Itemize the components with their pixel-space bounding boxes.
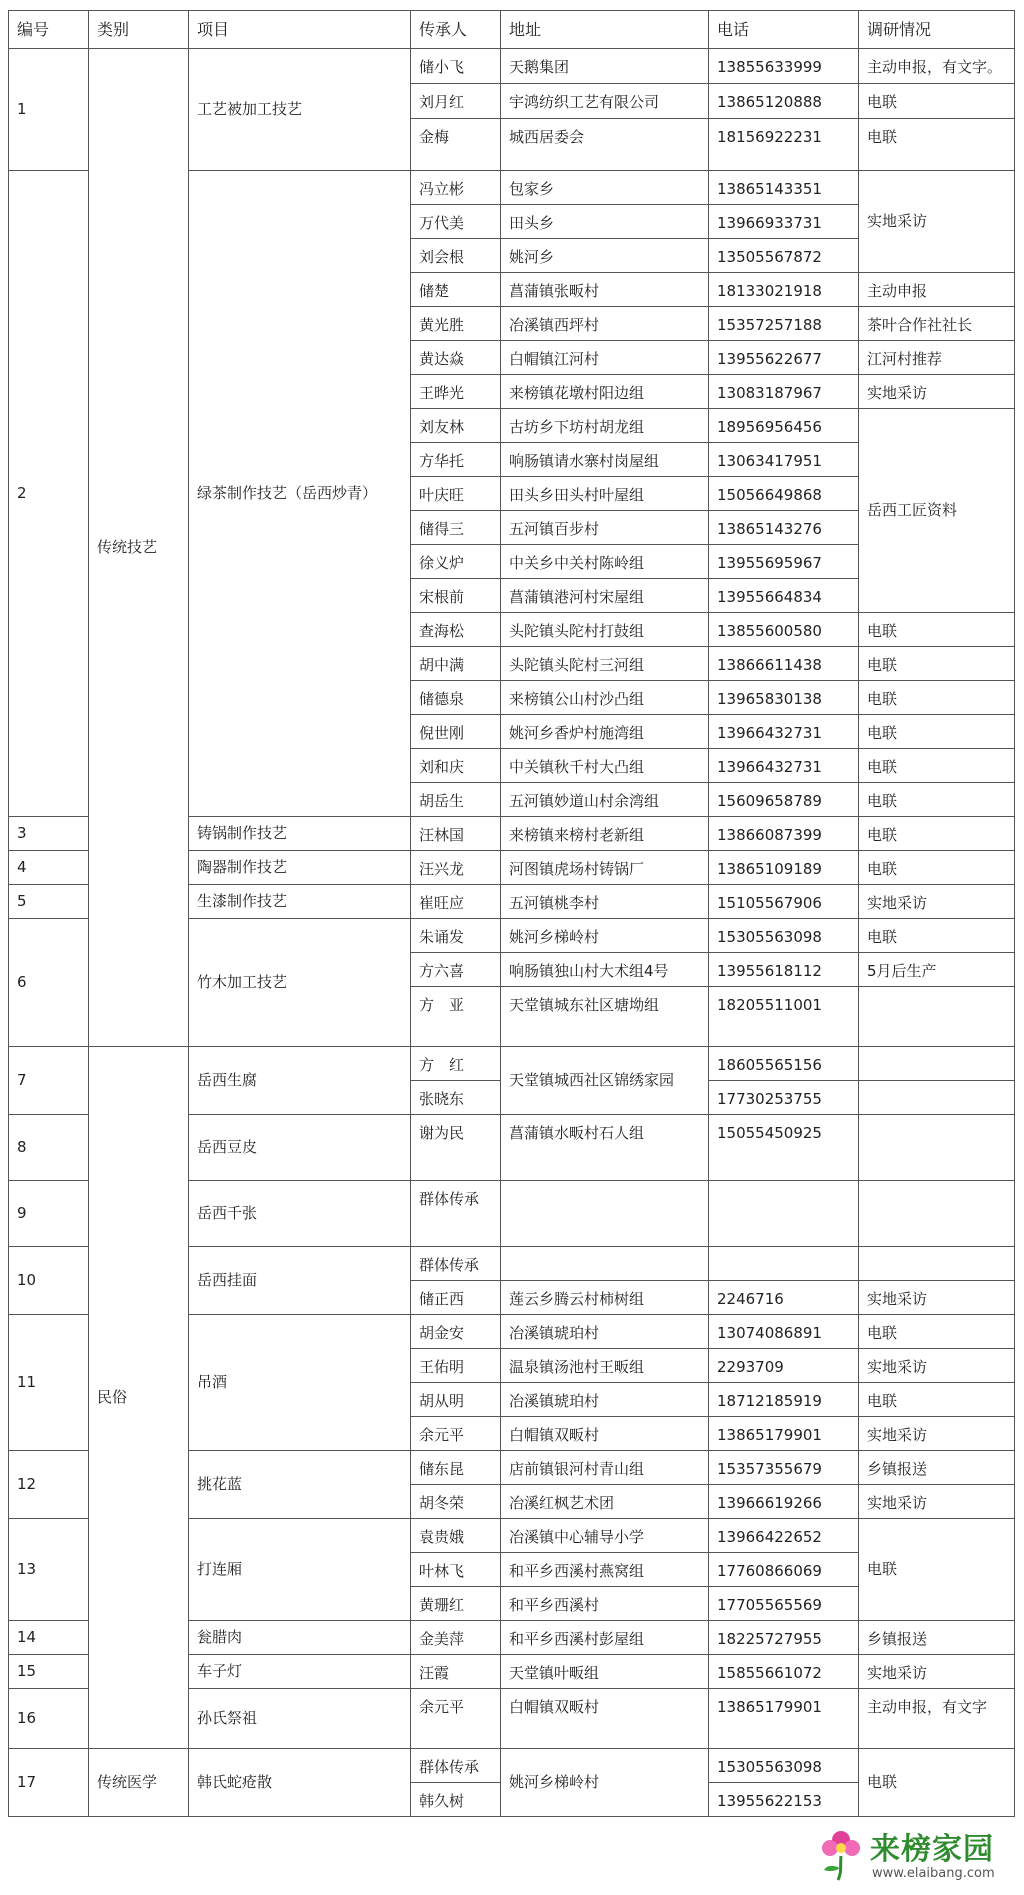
project-cell: 车子灯 bbox=[188, 1654, 411, 1689]
survey-cell: 实地采访 bbox=[858, 884, 1015, 919]
inheritor-cell: 万代美 bbox=[410, 204, 501, 239]
survey-cell bbox=[858, 1046, 1015, 1081]
survey-cell: 电联 bbox=[858, 612, 1015, 647]
project-cell: 吊酒 bbox=[188, 1314, 411, 1451]
survey-cell: 实地采访 bbox=[858, 1280, 1015, 1315]
project-cell: 陶器制作技艺 bbox=[188, 850, 411, 885]
phone-cell: 13855633999 bbox=[708, 48, 859, 84]
address-cell: 天堂镇城东社区塘坳组 bbox=[500, 986, 709, 1047]
survey-cell: 电联 bbox=[858, 1314, 1015, 1349]
inheritor-cell: 倪世刚 bbox=[410, 714, 501, 749]
phone-cell: 17730253755 bbox=[708, 1080, 859, 1115]
survey-cell: 乡镇报送 bbox=[858, 1450, 1015, 1485]
category-cell: 传统医学 bbox=[88, 1748, 189, 1817]
address-cell: 古坊乡下坊村胡龙组 bbox=[500, 408, 709, 443]
address-cell: 冶溪镇西坪村 bbox=[500, 306, 709, 341]
inheritor-cell: 刘月红 bbox=[410, 83, 501, 119]
inheritor-cell: 余元平 bbox=[410, 1416, 501, 1451]
address-cell: 城西居委会 bbox=[500, 118, 709, 171]
header-cell: 类别 bbox=[88, 10, 189, 49]
survey-cell: 岳西工匠资料 bbox=[858, 408, 1015, 613]
survey-cell: 实地采访 bbox=[858, 1348, 1015, 1383]
phone-cell bbox=[708, 1246, 859, 1281]
phone-cell: 13865143351 bbox=[708, 170, 859, 205]
number-cell: 8 bbox=[8, 1114, 89, 1181]
inheritor-cell: 金美萍 bbox=[410, 1620, 501, 1655]
survey-cell bbox=[858, 1080, 1015, 1115]
inheritor-cell: 韩久树 bbox=[410, 1782, 501, 1817]
address-cell: 来榜镇公山村沙凸组 bbox=[500, 680, 709, 715]
phone-cell: 13866087399 bbox=[708, 816, 859, 851]
phone-cell: 13866611438 bbox=[708, 646, 859, 681]
survey-cell: 主动申报，有文字 bbox=[858, 1688, 1015, 1749]
header-cell: 传承人 bbox=[410, 10, 501, 49]
number-cell: 13 bbox=[8, 1518, 89, 1621]
phone-cell: 15609658789 bbox=[708, 782, 859, 817]
category-cell: 民俗 bbox=[88, 1046, 189, 1749]
survey-cell: 5月后生产 bbox=[858, 952, 1015, 987]
phone-cell: 15855661072 bbox=[708, 1654, 859, 1689]
phone-cell: 13966422652 bbox=[708, 1518, 859, 1553]
project-cell: 岳西豆皮 bbox=[188, 1114, 411, 1181]
inheritor-cell: 叶庆旺 bbox=[410, 476, 501, 511]
flower-logo-icon bbox=[816, 1826, 866, 1882]
phone-cell: 18156922231 bbox=[708, 118, 859, 171]
number-cell: 15 bbox=[8, 1654, 89, 1689]
phone-cell bbox=[708, 1180, 859, 1247]
header-cell: 调研情况 bbox=[858, 10, 1015, 49]
phone-cell: 2293709 bbox=[708, 1348, 859, 1383]
inheritor-cell: 黄达焱 bbox=[410, 340, 501, 375]
address-cell: 包家乡 bbox=[500, 170, 709, 205]
survey-cell: 电联 bbox=[858, 680, 1015, 715]
inheritor-cell: 查海松 bbox=[410, 612, 501, 647]
number-cell: 6 bbox=[8, 918, 89, 1047]
project-cell: 孙氏祭祖 bbox=[188, 1688, 411, 1749]
inheritor-cell: 刘会根 bbox=[410, 238, 501, 273]
phone-cell: 13955618112 bbox=[708, 952, 859, 987]
phone-cell: 18133021918 bbox=[708, 272, 859, 307]
survey-cell: 电联 bbox=[858, 646, 1015, 681]
number-cell: 16 bbox=[8, 1688, 89, 1749]
inheritor-cell: 汪兴龙 bbox=[410, 850, 501, 885]
address-cell: 河图镇虎场村铸锅厂 bbox=[500, 850, 709, 885]
phone-cell: 15055450925 bbox=[708, 1114, 859, 1181]
address-cell: 白帽镇双畈村 bbox=[500, 1688, 709, 1749]
inheritor-cell: 储东昆 bbox=[410, 1450, 501, 1485]
address-cell: 姚河乡梯岭村 bbox=[500, 1748, 709, 1817]
project-cell: 竹木加工技艺 bbox=[188, 918, 411, 1047]
inheritor-cell: 胡冬荣 bbox=[410, 1484, 501, 1519]
survey-cell bbox=[858, 1114, 1015, 1181]
survey-cell: 实地采访 bbox=[858, 1484, 1015, 1519]
inheritor-cell: 储得三 bbox=[410, 510, 501, 545]
inheritor-cell: 储小飞 bbox=[410, 48, 501, 84]
header-cell: 编号 bbox=[8, 10, 89, 49]
phone-cell: 18956956456 bbox=[708, 408, 859, 443]
survey-cell: 电联 bbox=[858, 918, 1015, 953]
survey-cell bbox=[858, 1246, 1015, 1281]
address-cell: 店前镇银河村青山组 bbox=[500, 1450, 709, 1485]
project-cell: 瓮腊肉 bbox=[188, 1620, 411, 1655]
survey-cell: 电联 bbox=[858, 1518, 1015, 1621]
inheritor-cell: 方华托 bbox=[410, 442, 501, 477]
address-cell: 白帽镇双畈村 bbox=[500, 1416, 709, 1451]
survey-cell: 茶叶合作社社长 bbox=[858, 306, 1015, 341]
phone-cell: 13865120888 bbox=[708, 83, 859, 119]
address-cell: 来榜镇花墩村阳边组 bbox=[500, 374, 709, 409]
phone-cell: 13955622153 bbox=[708, 1782, 859, 1817]
inheritor-cell: 张晓东 bbox=[410, 1080, 501, 1115]
inheritor-cell: 储正西 bbox=[410, 1280, 501, 1315]
phone-cell: 13083187967 bbox=[708, 374, 859, 409]
address-cell: 天鹅集团 bbox=[500, 48, 709, 84]
project-cell: 打连厢 bbox=[188, 1518, 411, 1621]
survey-cell bbox=[858, 1180, 1015, 1247]
number-cell: 5 bbox=[8, 884, 89, 919]
number-cell: 2 bbox=[8, 170, 89, 817]
address-cell: 冶溪红枫艺术团 bbox=[500, 1484, 709, 1519]
watermark bbox=[812, 1820, 1012, 1890]
survey-cell: 电联 bbox=[858, 83, 1015, 119]
address-cell: 五河镇桃李村 bbox=[500, 884, 709, 919]
phone-cell: 13505567872 bbox=[708, 238, 859, 273]
survey-cell: 电联 bbox=[858, 782, 1015, 817]
inheritor-cell: 群体传承 bbox=[410, 1246, 501, 1281]
address-cell: 田头乡 bbox=[500, 204, 709, 239]
phone-cell: 13966432731 bbox=[708, 714, 859, 749]
address-cell: 中关镇秋千村大凸组 bbox=[500, 748, 709, 783]
number-cell: 17 bbox=[8, 1748, 89, 1817]
inheritor-cell: 金梅 bbox=[410, 118, 501, 171]
address-cell: 天堂镇叶畈组 bbox=[500, 1654, 709, 1689]
inheritor-cell: 汪霞 bbox=[410, 1654, 501, 1689]
inheritor-cell: 储德泉 bbox=[410, 680, 501, 715]
address-cell: 莲云乡腾云村柿树组 bbox=[500, 1280, 709, 1315]
inheritor-cell: 黄珊红 bbox=[410, 1586, 501, 1621]
watermark-text: 来榜家园 bbox=[870, 1832, 994, 1867]
address-cell: 和平乡西溪村 bbox=[500, 1586, 709, 1621]
address-cell: 白帽镇江河村 bbox=[500, 340, 709, 375]
phone-cell: 18605565156 bbox=[708, 1046, 859, 1081]
inheritor-cell: 宋根前 bbox=[410, 578, 501, 613]
address-cell: 温泉镇汤池村王畈组 bbox=[500, 1348, 709, 1383]
inheritor-cell: 储楚 bbox=[410, 272, 501, 307]
phone-cell: 13865109189 bbox=[708, 850, 859, 885]
category-cell: 传统技艺 bbox=[88, 48, 189, 1047]
header-cell: 电话 bbox=[708, 10, 859, 49]
phone-cell: 17705565569 bbox=[708, 1586, 859, 1621]
inheritor-cell: 王佑明 bbox=[410, 1348, 501, 1383]
inheritor-cell: 群体传承 bbox=[410, 1748, 501, 1783]
number-cell: 3 bbox=[8, 816, 89, 851]
inheritor-cell: 方 亚 bbox=[410, 986, 501, 1047]
phone-cell: 15056649868 bbox=[708, 476, 859, 511]
address-cell: 姚河乡香炉村施湾组 bbox=[500, 714, 709, 749]
number-cell: 9 bbox=[8, 1180, 89, 1247]
project-cell: 铸锅制作技艺 bbox=[188, 816, 411, 851]
number-cell: 12 bbox=[8, 1450, 89, 1519]
inheritor-cell: 崔旺应 bbox=[410, 884, 501, 919]
project-cell: 岳西千张 bbox=[188, 1180, 411, 1247]
phone-cell: 13966933731 bbox=[708, 204, 859, 239]
survey-cell: 电联 bbox=[858, 1382, 1015, 1417]
address-cell: 来榜镇来榜村老新组 bbox=[500, 816, 709, 851]
inheritor-cell: 汪林国 bbox=[410, 816, 501, 851]
survey-cell: 实地采访 bbox=[858, 1654, 1015, 1689]
project-cell: 岳西挂面 bbox=[188, 1246, 411, 1315]
phone-cell: 13865179901 bbox=[708, 1688, 859, 1749]
address-cell: 和平乡西溪村燕窝组 bbox=[500, 1552, 709, 1587]
project-cell: 岳西生腐 bbox=[188, 1046, 411, 1115]
survey-cell: 电联 bbox=[858, 748, 1015, 783]
survey-cell: 实地采访 bbox=[858, 170, 1015, 273]
address-cell: 菖蒲镇港河村宋屋组 bbox=[500, 578, 709, 613]
inheritor-cell: 朱诵发 bbox=[410, 918, 501, 953]
phone-cell: 15105567906 bbox=[708, 884, 859, 919]
inheritor-cell: 徐义炉 bbox=[410, 544, 501, 579]
number-cell: 1 bbox=[8, 48, 89, 171]
number-cell: 4 bbox=[8, 850, 89, 885]
phone-cell: 13865143276 bbox=[708, 510, 859, 545]
header-cell: 项目 bbox=[188, 10, 411, 49]
survey-cell: 电联 bbox=[858, 850, 1015, 885]
phone-cell: 13966432731 bbox=[708, 748, 859, 783]
phone-cell: 13966619266 bbox=[708, 1484, 859, 1519]
inheritor-cell: 方 红 bbox=[410, 1046, 501, 1081]
phone-cell: 18225727955 bbox=[708, 1620, 859, 1655]
address-cell: 田头乡田头村叶屋组 bbox=[500, 476, 709, 511]
header-cell: 地址 bbox=[500, 10, 709, 49]
phone-cell: 13955664834 bbox=[708, 578, 859, 613]
survey-cell: 电联 bbox=[858, 1748, 1015, 1817]
phone-cell: 13063417951 bbox=[708, 442, 859, 477]
address-cell: 姚河乡梯岭村 bbox=[500, 918, 709, 953]
number-cell: 7 bbox=[8, 1046, 89, 1115]
phone-cell: 13955622677 bbox=[708, 340, 859, 375]
address-cell: 头陀镇头陀村三河组 bbox=[500, 646, 709, 681]
phone-cell: 18712185919 bbox=[708, 1382, 859, 1417]
phone-cell: 15357257188 bbox=[708, 306, 859, 341]
phone-cell: 13955695967 bbox=[708, 544, 859, 579]
survey-cell: 电联 bbox=[858, 816, 1015, 851]
address-cell: 响肠镇请水寨村岗屋组 bbox=[500, 442, 709, 477]
address-cell: 响肠镇独山村大术组4号 bbox=[500, 952, 709, 987]
address-cell: 冶溪镇琥珀村 bbox=[500, 1314, 709, 1349]
survey-cell: 电联 bbox=[858, 118, 1015, 171]
address-cell bbox=[500, 1180, 709, 1247]
survey-cell: 江河村推荐 bbox=[858, 340, 1015, 375]
inheritor-cell: 黄光胜 bbox=[410, 306, 501, 341]
address-cell: 冶溪镇中心辅导小学 bbox=[500, 1518, 709, 1553]
watermark-url: www.elaibang.com bbox=[872, 1866, 995, 1881]
phone-cell: 15305563098 bbox=[708, 1748, 859, 1783]
survey-cell: 实地采访 bbox=[858, 374, 1015, 409]
address-cell: 菖蒲镇张畈村 bbox=[500, 272, 709, 307]
survey-cell: 实地采访 bbox=[858, 1416, 1015, 1451]
address-cell: 天堂镇城西社区锦绣家园 bbox=[500, 1046, 709, 1115]
phone-cell: 15357355679 bbox=[708, 1450, 859, 1485]
address-cell: 头陀镇头陀村打鼓组 bbox=[500, 612, 709, 647]
number-cell: 14 bbox=[8, 1620, 89, 1655]
survey-cell: 主动申报，有文字。 bbox=[858, 48, 1015, 84]
survey-cell: 主动申报 bbox=[858, 272, 1015, 307]
inheritor-cell: 胡中满 bbox=[410, 646, 501, 681]
inheritor-cell: 袁贵娥 bbox=[410, 1518, 501, 1553]
inheritor-cell: 刘和庆 bbox=[410, 748, 501, 783]
project-cell: 韩氏蛇疮散 bbox=[188, 1748, 411, 1817]
phone-cell: 13965830138 bbox=[708, 680, 859, 715]
phone-cell: 2246716 bbox=[708, 1280, 859, 1315]
inheritor-cell: 王晔光 bbox=[410, 374, 501, 409]
phone-cell: 13855600580 bbox=[708, 612, 859, 647]
address-cell: 五河镇百步村 bbox=[500, 510, 709, 545]
inheritor-cell: 胡从明 bbox=[410, 1382, 501, 1417]
inheritor-cell: 冯立彬 bbox=[410, 170, 501, 205]
inheritor-cell: 谢为民 bbox=[410, 1114, 501, 1181]
phone-cell: 15305563098 bbox=[708, 918, 859, 953]
address-cell: 冶溪镇琥珀村 bbox=[500, 1382, 709, 1417]
address-cell: 五河镇妙道山村余湾组 bbox=[500, 782, 709, 817]
project-cell: 工艺被加工技艺 bbox=[188, 48, 411, 171]
number-cell: 11 bbox=[8, 1314, 89, 1451]
address-cell: 菖蒲镇水畈村石人组 bbox=[500, 1114, 709, 1181]
inheritor-cell: 刘友林 bbox=[410, 408, 501, 443]
address-cell: 姚河乡 bbox=[500, 238, 709, 273]
phone-cell: 13865179901 bbox=[708, 1416, 859, 1451]
project-cell: 挑花蓝 bbox=[188, 1450, 411, 1519]
survey-cell: 电联 bbox=[858, 714, 1015, 749]
inheritor-cell: 胡金安 bbox=[410, 1314, 501, 1349]
phone-cell: 13074086891 bbox=[708, 1314, 859, 1349]
address-cell: 和平乡西溪村彭屋组 bbox=[500, 1620, 709, 1655]
inheritor-cell: 群体传承 bbox=[410, 1180, 501, 1247]
inheritor-cell: 方六喜 bbox=[410, 952, 501, 987]
inheritor-cell: 叶林飞 bbox=[410, 1552, 501, 1587]
address-cell: 宇鸿纺织工艺有限公司 bbox=[500, 83, 709, 119]
inheritor-cell: 余元平 bbox=[410, 1688, 501, 1749]
phone-cell: 18205511001 bbox=[708, 986, 859, 1047]
number-cell: 10 bbox=[8, 1246, 89, 1315]
inheritor-cell: 胡岳生 bbox=[410, 782, 501, 817]
address-cell: 中关乡中关村陈岭组 bbox=[500, 544, 709, 579]
project-cell: 生漆制作技艺 bbox=[188, 884, 411, 919]
project-cell: 绿茶制作技艺（岳西炒青） bbox=[188, 170, 411, 817]
phone-cell: 17760866069 bbox=[708, 1552, 859, 1587]
survey-cell: 乡镇报送 bbox=[858, 1620, 1015, 1655]
address-cell bbox=[500, 1246, 709, 1281]
survey-cell bbox=[858, 986, 1015, 1047]
